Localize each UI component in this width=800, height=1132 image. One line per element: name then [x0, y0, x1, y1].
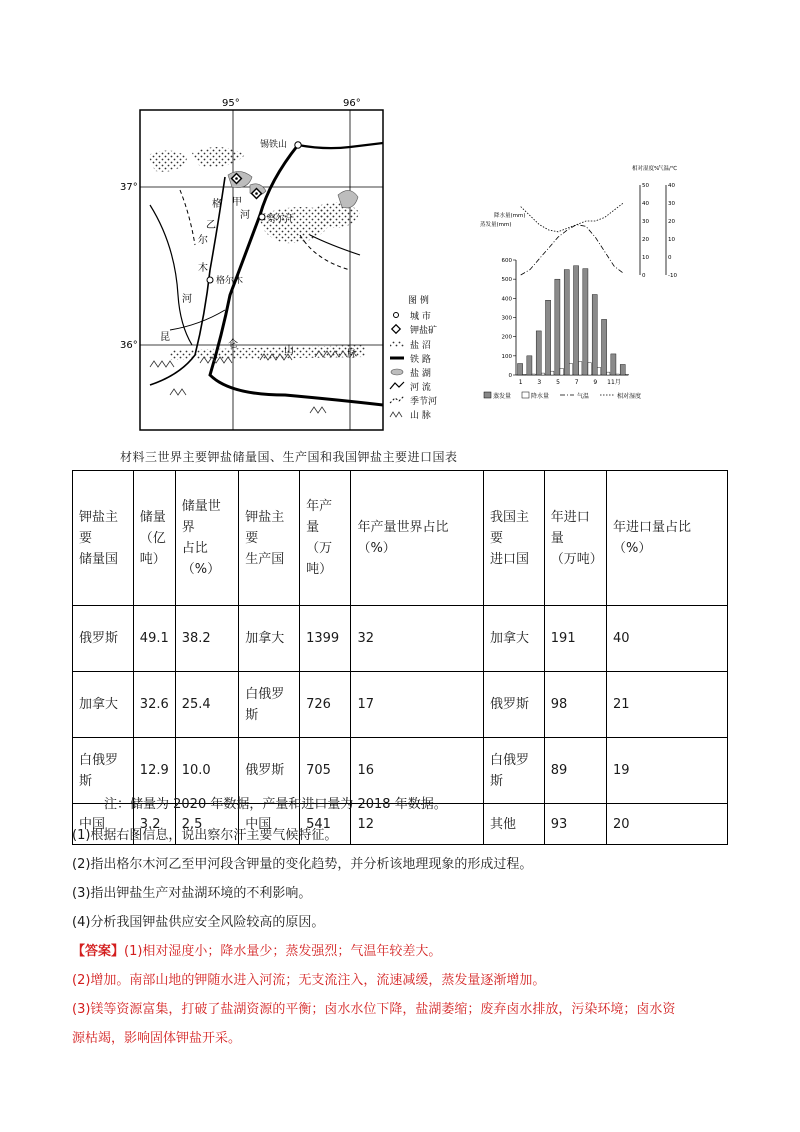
svg-text:盐 湖: 盐 湖 — [410, 369, 431, 379]
svg-text:察尔汗: 察尔汗 — [267, 214, 295, 224]
table-header-cell: 储量世界 占比 （%） — [175, 471, 239, 606]
table-header-cell: 钾盐主要 储量国 — [73, 471, 134, 606]
table-header-cell: 年产量 （万 吨） — [300, 471, 351, 606]
ylabel-humidity: 相对湿度% — [632, 166, 660, 172]
table-cell: 加拿大 — [483, 606, 544, 672]
table-cell: 19 — [606, 738, 727, 804]
table-header-cell: 储量 （亿 吨） — [133, 471, 175, 606]
table-cell: 加拿大 — [73, 672, 134, 738]
table-header-row — [73, 471, 728, 606]
svg-text:仑: 仑 — [228, 339, 238, 350]
city-chaerhan — [259, 214, 265, 220]
climate-chart — [478, 160, 688, 405]
x-tick-label: 11月 — [607, 379, 621, 386]
precipitation-bar — [597, 367, 600, 375]
svg-text:甲: 甲 — [232, 197, 242, 208]
temp-tick-label: 10 — [668, 237, 675, 243]
table-cell: 705 — [300, 738, 351, 804]
precipitation-bar — [579, 362, 582, 375]
table-cell: 中国 — [239, 804, 300, 845]
table-header-cell: 我国主要 进口国 — [483, 471, 544, 606]
svg-text:木: 木 — [198, 263, 208, 274]
table-cell: 12 — [351, 804, 484, 845]
precipitation-bar — [607, 372, 610, 375]
table-cell: 726 — [300, 672, 351, 738]
evaporation-bar — [611, 354, 616, 375]
svg-text:盐 沼: 盐 沼 — [410, 341, 431, 351]
table-cell: 89 — [544, 738, 606, 804]
map-legend — [390, 294, 437, 421]
table-cell: 16 — [351, 738, 484, 804]
lon-95-label: 95° — [222, 98, 240, 109]
question-2: (2)指出格尔木河乙至甲河段含钾量的变化趋势，并分析该地理现象的形成过程。 — [72, 857, 533, 872]
x-tick-label: 7 — [574, 379, 579, 386]
table-header-cell: 年产量世界占比（%） — [351, 471, 484, 606]
answer-3-line2: 源枯竭，影响固体钾盐开采。 — [72, 1031, 242, 1046]
svg-text:钾盐矿: 钾盐矿 — [410, 326, 438, 336]
svg-text:昆: 昆 — [160, 332, 170, 343]
city-xitieshan — [295, 142, 301, 148]
svg-text:格尔木: 格尔木 — [216, 276, 244, 286]
svg-text:图 例: 图 例 — [408, 296, 429, 306]
evaporation-bar — [583, 269, 588, 375]
potash-table — [72, 470, 728, 845]
table-cell: 12.9 — [133, 738, 175, 804]
y-tick-label: 200 — [501, 334, 512, 341]
table-cell: 38.2 — [175, 606, 239, 672]
table-cell: 191 — [544, 606, 606, 672]
lon-96-label: 96° — [343, 98, 361, 109]
table-cell: 1399 — [300, 606, 351, 672]
x-tick-label: 3 — [537, 379, 542, 386]
evaporation-bar — [527, 356, 532, 375]
temp-tick-label: 40 — [668, 183, 675, 189]
answer-1: 【答案】(1)相对湿度小；降水量少；蒸发强烈；气温年较差大。 — [72, 944, 442, 959]
table-cell: 白俄罗斯 — [73, 738, 134, 804]
question-1: (1)根据右图信息，说出察尔汗主要气候特征。 — [72, 828, 338, 843]
svg-text:气温: 气温 — [577, 393, 590, 400]
y-tick-label: 0 — [508, 373, 512, 379]
table-cell: 49.1 — [133, 606, 175, 672]
table-cell: 俄罗斯 — [483, 672, 544, 738]
precipitation-bar — [523, 374, 526, 375]
y-tick-label: 600 — [501, 258, 512, 264]
svg-text:城 市: 城 市 — [410, 312, 431, 322]
y-tick-label: 500 — [501, 277, 512, 284]
y-tick-label: 400 — [501, 296, 512, 303]
precipitation-bar — [616, 374, 619, 375]
precipitation-bar — [551, 371, 554, 375]
table-cell: 25.4 — [175, 672, 239, 738]
table-cell: 40 — [606, 606, 727, 672]
evaporation-bar — [564, 270, 569, 375]
table-row — [73, 606, 728, 672]
table-cell: 20 — [606, 804, 727, 845]
svg-text:相对湿度: 相对湿度 — [617, 393, 642, 400]
qaidam-map — [110, 95, 470, 445]
evaporation-bar — [555, 279, 560, 375]
x-tick-label: 9 — [593, 379, 598, 386]
temp-tick-label: 20 — [668, 219, 675, 225]
evaporation-bar — [592, 295, 597, 376]
svg-text:山: 山 — [284, 345, 294, 356]
x-tick-label: 1 — [518, 379, 523, 386]
answer-2: (2)增加。南部山地的钾随水进入河流；无支流注入，流速减缓，蒸发量逐渐增加。 — [72, 973, 546, 988]
table-cell: 3.2 — [133, 804, 175, 845]
table-cell: 10.0 — [175, 738, 239, 804]
table-cell: 21 — [606, 672, 727, 738]
table-cell: 541 — [300, 804, 351, 845]
humidity-tick-label: 50 — [642, 183, 649, 189]
table-header-cell: 年进口量 （万吨） — [544, 471, 606, 606]
svg-text:脉: 脉 — [347, 349, 357, 360]
city-geermu — [207, 277, 213, 283]
table-cell: 其他 — [483, 804, 544, 845]
evaporation-bar — [574, 266, 579, 375]
svg-text:乙: 乙 — [206, 220, 216, 231]
temp-tick-label: 30 — [668, 201, 675, 207]
table-cell: 白俄罗斯 — [483, 738, 544, 804]
temp-tick-label: 0 — [668, 255, 672, 261]
y-tick-label: 100 — [501, 353, 512, 360]
ylabel-temp: 气温/℃ — [658, 166, 678, 172]
humidity-tick-label: 0 — [642, 273, 646, 279]
table-note: 注：储量为 2020 年数据，产量和进口量为 2018 年数据。 — [104, 797, 447, 812]
svg-text:河: 河 — [240, 210, 250, 221]
precipitation-bar — [625, 374, 628, 375]
evaporation-bar — [546, 300, 551, 375]
temperature-line — [521, 225, 624, 275]
svg-text:尔: 尔 — [198, 235, 208, 246]
svg-text:河 流: 河 流 — [410, 383, 431, 393]
table-cell: 93 — [544, 804, 606, 845]
lat-36-label: 36° — [120, 340, 138, 351]
precipitation-bar — [532, 374, 535, 375]
table-cell: 俄罗斯 — [73, 606, 134, 672]
humidity-tick-label: 30 — [642, 219, 649, 225]
table-cell: 2.5 — [175, 804, 239, 845]
ylabel-evap: 蒸发量(mm) — [480, 222, 512, 228]
table-header-cell: 年进口量占比（%） — [606, 471, 727, 606]
table-cell: 17 — [351, 672, 484, 738]
answer-3-line1: (3)镁等资源富集，打破了盐湖资源的平衡；卤水水位下降，盐湖萎缩；废弃卤水排放，污染环境；卤水资 — [72, 1002, 676, 1017]
precipitation-bar — [560, 368, 563, 375]
precipitation-bar — [541, 373, 544, 375]
evaporation-bar — [518, 364, 523, 376]
evaporation-bar — [536, 331, 541, 375]
temp-tick-label: -10 — [668, 273, 677, 279]
humidity-tick-label: 20 — [642, 237, 649, 243]
ylabel-precip: 降水量(mm) — [494, 213, 526, 219]
table-cell: 32 — [351, 606, 484, 672]
table-cell: 白俄罗斯 — [239, 672, 300, 738]
evaporation-bar — [602, 319, 607, 375]
svg-text:锡铁山: 锡铁山 — [260, 140, 288, 150]
table-cell: 32.6 — [133, 672, 175, 738]
table-cell: 加拿大 — [239, 606, 300, 672]
humidity-tick-label: 40 — [642, 201, 649, 207]
svg-text:山 脉: 山 脉 — [410, 411, 431, 421]
svg-text:季节河: 季节河 — [410, 397, 438, 407]
x-tick-label: 5 — [556, 379, 560, 386]
precipitation-bar — [569, 364, 572, 376]
svg-text:蒸发量: 蒸发量 — [493, 393, 512, 400]
svg-text:格: 格 — [212, 199, 222, 210]
question-3: (3)指出钾盐生产对盐湖环境的不利影响。 — [72, 886, 312, 901]
table-cell: 98 — [544, 672, 606, 738]
table-caption: 材料三世界主要钾盐储量国、生产国和我国钾盐主要进口国表 — [120, 450, 458, 464]
table-header-cell: 钾盐主要 生产国 — [239, 471, 300, 606]
y-tick-label: 300 — [501, 315, 512, 322]
svg-text:降水量: 降水量 — [531, 393, 550, 400]
table-cell: 中国 — [73, 804, 134, 845]
svg-text:铁 路: 铁 路 — [410, 355, 431, 365]
evaporation-bar — [620, 364, 625, 375]
precipitation-bar — [588, 363, 591, 375]
question-4: (4)分析我国钾盐供应安全风险较高的原因。 — [72, 915, 325, 930]
answer-label: 【答案】 — [72, 944, 125, 959]
svg-text:河: 河 — [182, 294, 192, 305]
chart-legend — [484, 392, 641, 400]
table-row — [73, 672, 728, 738]
humidity-tick-label: 10 — [642, 255, 649, 261]
table-cell: 俄罗斯 — [239, 738, 300, 804]
lat-37-label: 37° — [120, 182, 138, 193]
